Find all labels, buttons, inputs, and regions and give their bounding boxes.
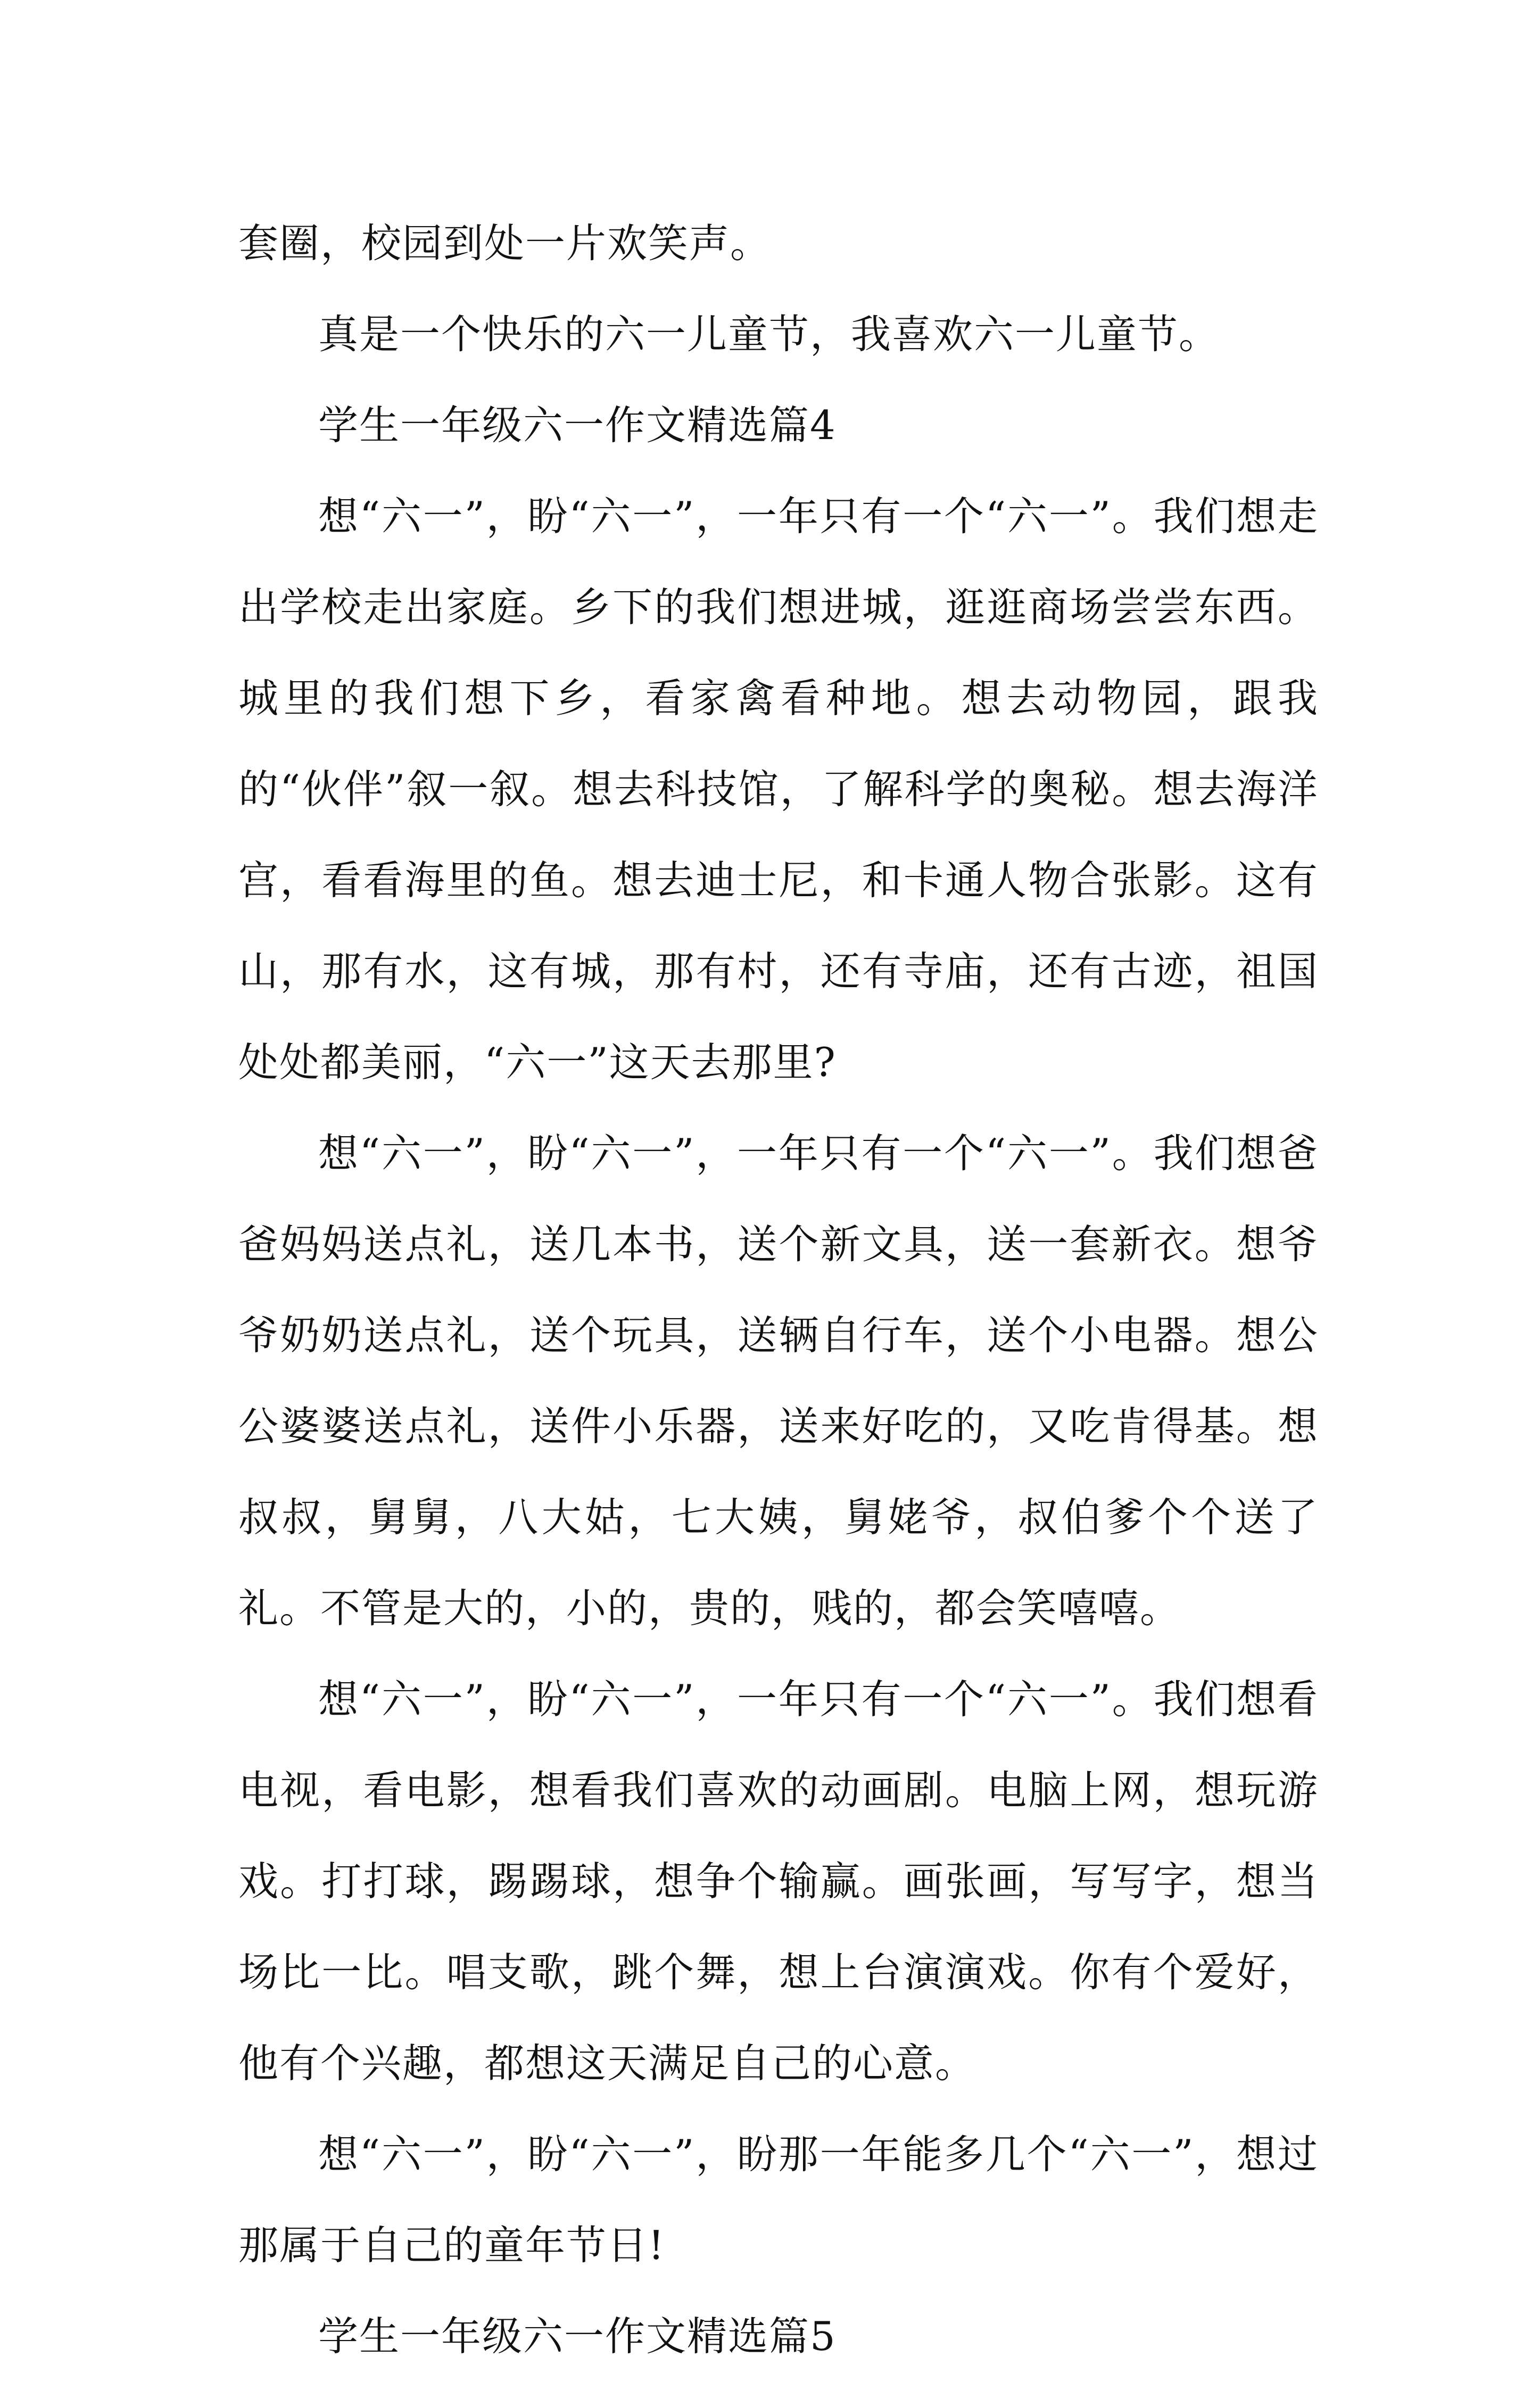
paragraph: 想“六一”，盼“六一”，一年只有一个“六一”。我们想走出学校走出家庭。乡下的我们想进城，逛逛商场尝尝东西。城里的我们想下乡，看家禽看种地。想去动物园，跟我的“伙伴”叙一叙。想去科技馆，了解科学的奥秘。想去海洋宫，看看海里的鱼。想去迪士尼，和卡通人物合张影。这有山，那有水，这有城，那有村，还有寺庙，还有古迹，祖国处处都美丽，“六一”这天去那里?: [238, 493, 1319, 1086]
paragraph: 想“六一”，盼“六一”，盼那一年能多几个“六一”，想过那属于自己的童年节日!: [238, 2131, 1319, 2269]
document-body: [238, 198, 1319, 2382]
paragraph: 真是一个快乐的六一儿童节，我喜欢六一儿童节。: [318, 311, 1220, 358]
paragraph: 想“六一”，盼“六一”，一年只有一个“六一”。我们想看电视，看电影，想看我们喜欢的动画剧。电脑上网，想玩游戏。打打球，踢踢球，想争个输赢。画张画，写写字，想当场比一比。唱支歌，跳个舞，想上台演演戏。你有个爱好，他有个兴趣，都想这天满足自己的心意。: [238, 1676, 1319, 2087]
paragraph: 想“六一”，盼“六一”，一年只有一个“六一”。我们想爸爸妈妈送点礼，送几本书，送个新文具，送一套新衣。想爷爷奶奶送点礼，送个玩具，送辆自行车，送个小电器。想公公婆婆送点礼，送件小乐器，送来好吃的，又吃肯得基。想叔叔，舅舅，八大姑，七大姨，舅姥爷，叔伯爹个个送了礼。不管是大的，小的，贵的，贱的，都会笑嘻嘻。: [238, 1130, 1319, 1632]
paragraph-continuation: 套圈，校园到处一片欢笑声。: [238, 220, 772, 267]
section-heading: 学生一年级六一作文精选篇5: [318, 2313, 837, 2360]
section-heading: 学生一年级六一作文精选篇4: [318, 402, 837, 449]
